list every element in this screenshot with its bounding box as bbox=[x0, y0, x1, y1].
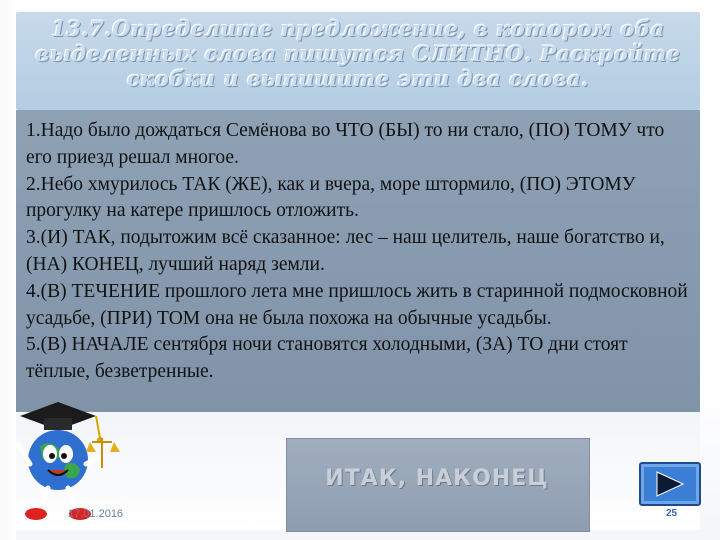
slide-title: 13.7.Определите предложение, в котором оба выделенных слова пишутся СЛИТНО. Раскройте скобки и выпишите эти два слова. bbox=[35, 16, 681, 91]
question-list bbox=[26, 118, 690, 386]
list-item: 2.Небо хмурилось ТАК (ЖЕ), как и вчера, море штормило, (ПО) ЭТОМУ прогулку на катере пришлось отложить. bbox=[26, 173, 636, 222]
answer-text: ИТАК, НАКОНЕЦ bbox=[325, 466, 549, 491]
next-slide-button[interactable] bbox=[639, 462, 701, 506]
page-number: 25 bbox=[666, 508, 678, 519]
play-arrow-icon bbox=[655, 470, 685, 498]
list-item: 4.(В) ТЕЧЕНИЕ прошлого лета мне пришлось жить в старинной подмосковной усадьбе, (ПРИ) ТОМ она не была похожа на обычные усадьбы. bbox=[26, 280, 688, 329]
list-item: 1.Надо было дождаться Семёнова во ЧТО (БЫ) то ни стало, (ПО) ТОМУ что его приезд решал многое. bbox=[26, 120, 665, 168]
slide-date: 17.01.2016 bbox=[68, 508, 124, 520]
list-item: 5.(В) НАЧАЛЕ сентября ночи становятся холодными, (ЗА) ТО дни стоят тёплые, безветренные. bbox=[26, 334, 628, 383]
list-item: 3.(И) ТАК, подытожим всё сказанное: лес – наш целитель, наше богатство и, (НА) КОНЕЦ, лучший наряд земли. bbox=[26, 227, 665, 275]
